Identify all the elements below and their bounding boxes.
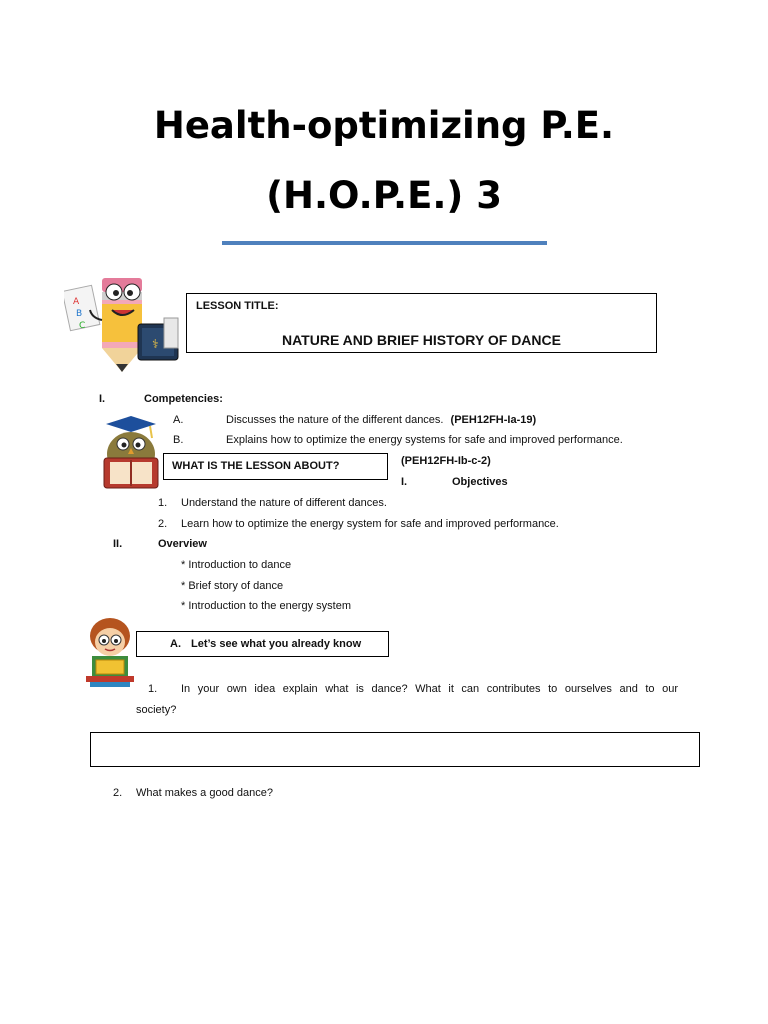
competency-a-description: Discusses the nature of the different dances. bbox=[226, 414, 444, 426]
page-title-line-1: Health-optimizing P.E. bbox=[153, 104, 615, 147]
lesson-title-box bbox=[186, 293, 657, 353]
section-a-box bbox=[136, 631, 389, 657]
objective-1-text: Understand the nature of different dances. bbox=[181, 497, 387, 509]
objective-2-text: Learn how to optimize the energy system for safe and improved performance. bbox=[181, 518, 559, 530]
overview-item-2: * Brief story of dance bbox=[181, 580, 284, 592]
boy-reading-icon bbox=[82, 616, 138, 688]
question-1-line-2: society? bbox=[136, 704, 177, 716]
question-1-line-1: In your own idea explain what is dance? What it can contributes to ourselves and to our bbox=[181, 683, 678, 695]
overview-numeral: II. bbox=[113, 538, 123, 550]
page-title-line-2: (H.O.P.E.) 3 bbox=[266, 174, 502, 217]
abc-letter-b: B bbox=[76, 309, 83, 319]
competency-b-code: (PEH12FH-Ib-c-2) bbox=[401, 455, 491, 467]
lesson-title-label: LESSON TITLE: bbox=[196, 300, 279, 312]
overview-heading: Overview bbox=[158, 538, 207, 550]
title-underline bbox=[222, 241, 547, 245]
question-2-text: What makes a good dance? bbox=[136, 787, 273, 799]
objective-1-num: 1. bbox=[158, 497, 168, 509]
competencies-heading: Competencies: bbox=[144, 393, 223, 405]
competency-b-text: Explains how to optimize the energy systems for safe and improved performance. bbox=[226, 434, 623, 446]
overview-item-1: * Introduction to dance bbox=[181, 559, 292, 571]
competency-a-letter: A. bbox=[173, 414, 184, 426]
objective-2-num: 2. bbox=[158, 518, 168, 530]
question-1-num: 1. bbox=[148, 683, 158, 695]
competency-b-letter: B. bbox=[173, 434, 184, 446]
lesson-title-text: NATURE AND BRIEF HISTORY OF DANCE bbox=[282, 332, 561, 348]
competency-a-code: (PEH12FH-Ia-19) bbox=[450, 414, 537, 426]
section-a-label: Let’s see what you already know bbox=[191, 638, 362, 650]
competencies-numeral: I. bbox=[99, 393, 106, 405]
section-a-letter: A. bbox=[170, 638, 181, 650]
competency-a-text bbox=[226, 414, 536, 426]
abc-letter-c: C bbox=[79, 321, 86, 331]
book-emblem: ⚕ bbox=[152, 337, 159, 351]
question-2-num: 2. bbox=[113, 787, 123, 799]
owl-reading-icon bbox=[98, 414, 164, 492]
answer-box[interactable] bbox=[90, 732, 700, 767]
objectives-heading: Objectives bbox=[452, 476, 508, 488]
objectives-numeral: I. bbox=[401, 476, 408, 488]
overview-item-3: * Introduction to the energy system bbox=[181, 600, 351, 612]
pencil-mascot-icon bbox=[64, 274, 186, 374]
lesson-about-label: WHAT IS THE LESSON ABOUT? bbox=[172, 460, 340, 472]
lesson-about-box bbox=[163, 453, 388, 480]
abc-letter-a: A bbox=[73, 297, 80, 307]
